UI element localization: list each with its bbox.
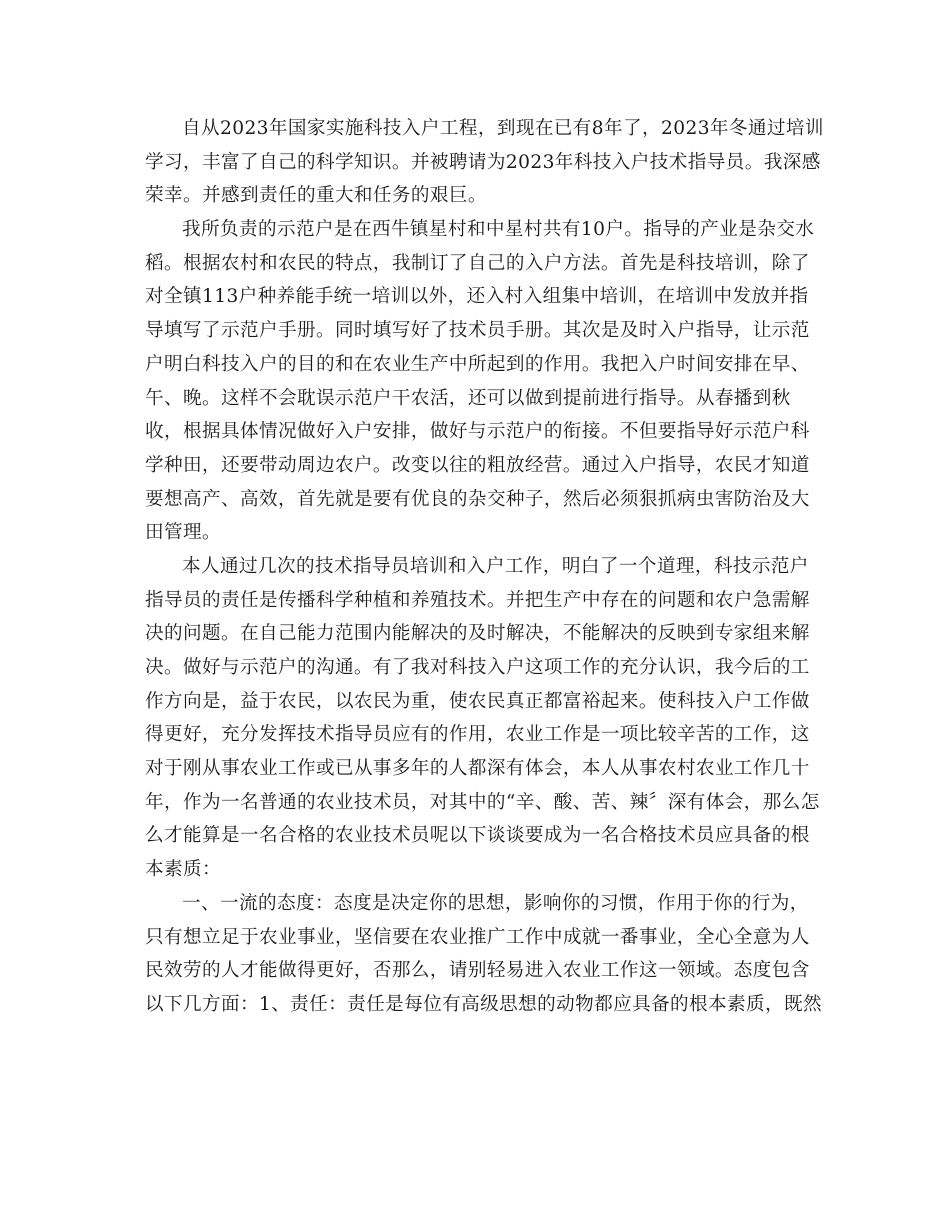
text-line: 一、一流的态度：态度是决定你的思想，影响你的习惯，作用于你的行为， <box>182 892 809 914</box>
text-line: 对于刚从事农业工作或已从事多年的人都深有体会，本人从事农村农业工作几十 <box>145 758 810 780</box>
paragraph-3 <box>145 550 820 887</box>
paragraph-4 <box>145 887 823 1022</box>
text-line: 田管理。 <box>145 522 221 544</box>
text-line: 学习，丰富了自己的科学知识。并被聘请为2023年科技入户技术指导员。我深感 <box>145 151 821 173</box>
text-line: 本素质： <box>145 859 221 881</box>
text-line: 自从2023年国家实施科技入户工程，到现在已有8年了，2023年冬通过培训 <box>182 118 824 139</box>
paragraph-1 <box>145 112 824 213</box>
paragraph-2 <box>145 213 815 550</box>
text-line: 指导员的责任是传播科学种植和养殖技术。并把生产中存在的问题和农户急需解 <box>145 589 810 611</box>
text-line: 以下几方面：1、责任：责任是每位有高级思想的动物都应具备的根本素质，既然 <box>145 993 823 1015</box>
text-line: 要想高产、高效，首先就是要有优良的杂交种子，然后必须狠抓病虫害防治及大 <box>145 488 810 510</box>
text-line: 午、晚。这样不会耽误示范户干农活，还可以做到提前进行指导。从春播到秋 <box>145 387 791 409</box>
text-line: 稻。根据农村和农民的特点，我制订了自己的入户方法。首先是科技培训，除了 <box>145 252 810 274</box>
text-line: 收，根据具体情况做好入户安排，做好与示范户的衔接。不但要指导好示范户科 <box>145 421 810 443</box>
text-line: 户明白科技入户的目的和在农业生产中所起到的作用。我把入户时间安排在早、 <box>145 353 810 375</box>
text-line: 么才能算是一名合格的农业技术员呢以下谈谈要成为一名合格技术员应具备的根 <box>145 825 810 847</box>
text-line: 学种田，还要带动周边农户。改变以往的粗放经营。通过入户指导，农民才知道 <box>145 454 810 476</box>
text-line: 我所负责的示范户是在西牛镇星村和中星村共有10户。指导的产业是杂交水 <box>182 219 815 241</box>
text-line: 导填写了示范户手册。同时填写好了技术员手册。其次是及时入户指导，让示范 <box>145 320 810 342</box>
text-line: 决。做好与示范户的沟通。有了我对科技入户这项工作的充分认识，我今后的工 <box>145 657 810 678</box>
text-line: 只有想立足于农业事业，坚信要在农业推广工作中成就一番事业，全心全意为人 <box>145 926 810 948</box>
text-line: 得更好，充分发挥技术指导员应有的作用，农业工作是一项比较辛苦的工作，这 <box>145 724 810 746</box>
document-body <box>145 112 824 1022</box>
text-line: 民效劳的人才能做得更好，否那么，请别轻易进入农业工作这一领域。态度包含 <box>145 960 810 982</box>
text-line: 年，作为一名普通的农业技术员，对其中的“辛、酸、苦、辣〞深有体会，那么怎 <box>145 791 820 813</box>
text-line: 作方向是，益于农民，以农民为重，使农民真正都富裕起来。使科技入户工作做 <box>145 690 810 712</box>
text-line: 本人通过几次的技术指导员培训和入户工作，明白了一个道理，科技示范户 <box>182 555 809 577</box>
text-line: 决的问题。在自己能力范围内能解决的及时解决，不能解决的反映到专家组来解 <box>145 623 810 645</box>
text-line: 对全镇113户种养能手统一培训以外，还入村入组集中培训，在培训中发放并指 <box>145 286 809 308</box>
text-line: 荣幸。并感到责任的重大和任务的艰巨。 <box>145 185 487 207</box>
